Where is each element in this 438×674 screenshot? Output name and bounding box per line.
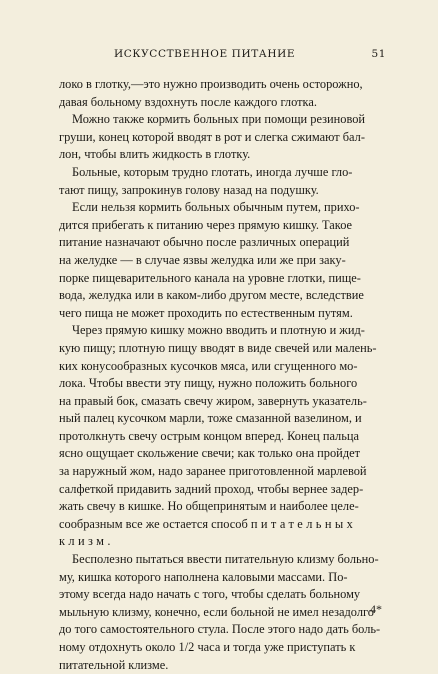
text-line: этому всегда надо начать с того, чтобы сделать больному bbox=[59, 587, 361, 602]
paragraph bbox=[59, 322, 386, 551]
page-number: 51 bbox=[371, 48, 386, 60]
text-line: на желудке — в случае язвы желудка или же при заку- bbox=[59, 252, 346, 267]
text-line: питательной клизме. bbox=[59, 657, 169, 672]
text-line bbox=[59, 639, 386, 657]
text-line: салфеткой придавить задний проход, чтобы вернее задер- bbox=[59, 481, 364, 496]
text-line: давая больному вздохнуть после каждого глотка. bbox=[59, 94, 317, 109]
text-line: тают пищу, запрокинув голову назад на подушку. bbox=[59, 182, 319, 197]
text-fragment: ному отдохнуть около bbox=[59, 640, 176, 654]
text-line: вода, желудка или в каком-либо другом месте, вследствие bbox=[59, 288, 364, 303]
text-fragment: сообразным все же остается способ bbox=[59, 516, 248, 531]
text-line: протолкнуть свечу острым концом вперед. Конец пальца bbox=[59, 428, 360, 443]
text-line: за наружный жом, надо заранее приготовленной марлевой bbox=[59, 464, 367, 479]
text-line: ких конусообразных кусочков мяса, или сгущенного мо- bbox=[59, 358, 358, 373]
paragraph bbox=[59, 164, 386, 199]
text-line: дится прибегать к питанию через прямую кишку. Такое bbox=[59, 217, 353, 232]
page-body bbox=[59, 76, 386, 674]
text-line: груши, конец которой вводят в рот и слегка сжимают бал- bbox=[59, 129, 365, 144]
paragraph bbox=[59, 76, 386, 111]
text-line: питание назначают обычно после различных операций bbox=[59, 235, 350, 250]
spaced-emphasis-line: клизм. bbox=[59, 534, 114, 549]
fraction: 1/2 bbox=[178, 640, 195, 654]
text-line: на правый бок, смазать свечу жиром, завернуть указатель- bbox=[59, 393, 367, 408]
running-title: ИСКУССТВЕННОЕ ПИТАНИЕ bbox=[114, 48, 296, 60]
text-line: мыльную клизму, конечно, если больной не имел незадолго bbox=[59, 604, 374, 619]
text-line: локо в глотку,—это нужно производить очень осторожно, bbox=[59, 77, 363, 91]
text-line: Через прямую кишку можно вводить и плотную и жид- bbox=[72, 323, 365, 338]
text-line: лон, чтобы влить жидкость в глотку. bbox=[59, 147, 251, 162]
text-line: до того самостоятельного стула. После этого надо дать боль- bbox=[59, 622, 381, 637]
paragraph bbox=[59, 199, 386, 322]
text-line: Если нельзя кормить больных обычным путем, прихо- bbox=[72, 200, 360, 215]
text-line bbox=[59, 516, 386, 534]
text-line: кую пищу; плотную пищу вводят в виде свечей или малень- bbox=[59, 340, 377, 355]
paragraph bbox=[59, 551, 386, 674]
text-line: Больные, которым трудно глотать, иногда лучше гло- bbox=[72, 164, 353, 179]
paragraph bbox=[59, 111, 386, 164]
signature-mark: 4* bbox=[370, 602, 382, 616]
text-line: ный палец кусочком марли, тоже смазанной вазелином, и bbox=[59, 411, 362, 426]
text-line: му, кишка которого наполнена каловыми массами. По- bbox=[59, 569, 348, 584]
text-line: лока. Чтобы ввести эту пищу, нужно положить больного bbox=[59, 376, 358, 391]
text-line: чего пища не может проходить по естественным путям. bbox=[59, 305, 353, 320]
text-line: ясно ощущает скольжение свечи; как только она пройдет bbox=[59, 446, 361, 461]
text-fragment: часа и тогда уже приступать к bbox=[197, 640, 356, 654]
spaced-emphasis: питательных bbox=[250, 516, 357, 531]
text-line: жать свечу в кишке. Но общепринятым и наиболее целе- bbox=[59, 499, 359, 514]
text-line: порке пищеварительного канала на уровне глотки, пище- bbox=[59, 270, 361, 285]
text-line: Можно также кормить больных при помощи резиновой bbox=[72, 112, 366, 127]
text-line: Бесполезно пытаться ввести питательную клизму больно- bbox=[72, 552, 379, 567]
running-header bbox=[59, 46, 386, 66]
